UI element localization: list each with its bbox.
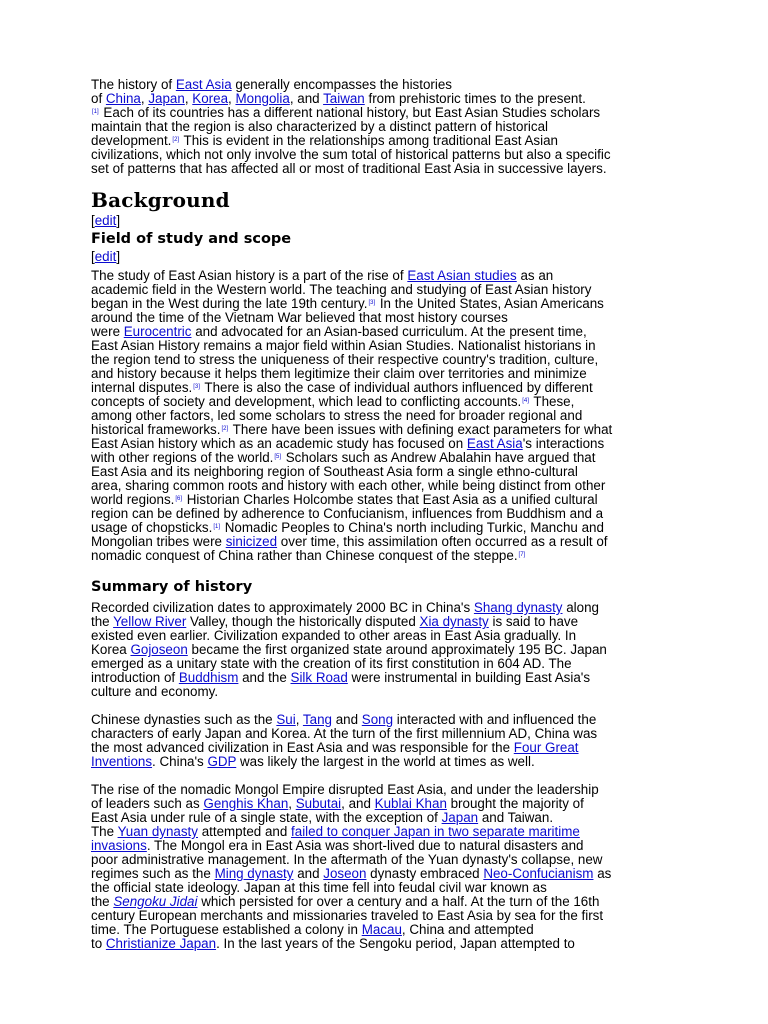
text: , <box>295 712 303 727</box>
link-tang[interactable]: Tang <box>302 712 332 727</box>
text: The study of East Asian history is a part of the rise of <box>91 268 408 283</box>
link-four-great-inventions[interactable]: Inventions <box>91 754 153 769</box>
text-line <box>91 895 691 909</box>
text: of <box>91 91 106 106</box>
citation-ref[interactable]: [7] <box>518 552 526 558</box>
text: , and <box>289 91 324 106</box>
text: , <box>140 91 149 106</box>
citation-ref[interactable]: [1] <box>92 109 99 115</box>
summary-paragraph-2 <box>91 713 691 769</box>
article-body <box>91 78 691 951</box>
citation-ref[interactable]: [5] <box>274 454 282 460</box>
text-line: poor administrative management. In the aftermath of the Yuan dynasty's collapse, new <box>91 852 603 867</box>
summary-paragraph-1 <box>91 601 691 699</box>
text-line <box>91 713 691 727</box>
text: to <box>91 936 106 951</box>
text-line <box>91 825 691 839</box>
citation-ref[interactable]: [1] <box>213 524 220 530</box>
text: dynasty embraced <box>366 866 484 881</box>
text-line: academic field in the Western world. The teaching and studying of East Asian history <box>91 282 592 297</box>
text: is said to have <box>488 614 579 629</box>
text-line: East Asian History remains a major field within Asian Studies. Nationalist historians in <box>91 338 596 353</box>
text-line <box>91 839 691 853</box>
text-line: the region tend to stress the uniqueness of their respective country's tradition, culture, <box>91 352 599 367</box>
text: which persisted for over a century and a half. At the turn of the 16th <box>197 894 600 909</box>
bracket: [ <box>91 249 95 264</box>
text-line: culture and economy. <box>91 684 219 699</box>
text: generally encompasses the histories <box>231 77 452 92</box>
text-line <box>91 92 691 106</box>
text: the most advanced civilization in East Asia and was responsible for the <box>91 740 514 755</box>
text: were instrumental in building East Asia's <box>347 670 591 685</box>
text: regimes such as the <box>91 866 215 881</box>
text: the <box>91 894 114 909</box>
text: . China's <box>152 754 208 769</box>
link-kublai-khan[interactable]: Kublai Khan <box>374 796 447 811</box>
text-line <box>91 937 691 951</box>
text-line: The rise of the nomadic Mongol Empire disrupted East Asia, and under the leadership <box>91 782 599 797</box>
link-sengoku-jidai[interactable]: Sengoku Jidai <box>113 894 198 909</box>
link-xia-dynasty[interactable]: Xia dynasty <box>419 614 489 629</box>
text: This is evident in the relationships among traditional East Asian <box>180 133 558 148</box>
text: usage of chopsticks. <box>91 520 213 535</box>
link-macau[interactable]: Macau <box>361 922 402 937</box>
text: was likely the largest in the world at times as well. <box>236 754 535 769</box>
text: interacted with and influenced the <box>393 712 597 727</box>
text: There is also the case of individual authors influenced by different <box>200 380 593 395</box>
text: The history of <box>91 77 176 92</box>
link-genghis-khan[interactable]: Genghis Khan <box>203 796 289 811</box>
text: concepts of society and development, which lead to conflicting accounts. <box>91 394 522 409</box>
text: historical frameworks. <box>91 422 221 437</box>
text: , <box>228 91 236 106</box>
link-eurocentric[interactable]: Eurocentric <box>123 324 192 339</box>
text-line: the official state ideology. Japan at this time fell into feudal civil war known as <box>91 880 547 895</box>
link-ming-dynasty[interactable]: Ming dynasty <box>214 866 294 881</box>
text: development. <box>91 133 172 148</box>
link-sinicized[interactable]: sinicized <box>225 534 278 549</box>
field-paragraph <box>91 269 691 563</box>
text-line: existed even earlier. Civilization expanded to other areas in East Asia gradually. In <box>91 628 577 643</box>
text-line <box>91 521 691 535</box>
text: . The Mongol era in East Asia was short-lived due to natural disasters and <box>146 838 584 853</box>
link-sui[interactable]: Sui <box>276 712 296 727</box>
text-line <box>91 643 691 657</box>
text-line <box>91 615 691 629</box>
text: attempted and <box>197 824 292 839</box>
link-japan[interactable]: Japan <box>441 810 479 825</box>
text-line: maintain that the region is also characterized by a distinct pattern of historical <box>91 119 549 134</box>
text-line: century European merchants and missionaries traveled to East Asia by sea for the first <box>91 908 604 923</box>
text-line <box>91 549 691 563</box>
text: the <box>91 614 114 629</box>
text: Historian Charles Holcombe states that East Asia as a unified cultural <box>183 492 598 507</box>
link-gdp[interactable]: GDP <box>207 754 237 769</box>
link-subutai[interactable]: Subutai <box>295 796 342 811</box>
text: and advocated for an Asian-based curriculum. At the present time, <box>191 324 587 339</box>
link-gojoseon[interactable]: Gojoseon <box>130 642 188 657</box>
text-line: around the time of the Vietnam War believed that most history courses <box>91 310 508 325</box>
edit-link[interactable]: edit <box>94 213 117 228</box>
text: Chinese dynasties such as the <box>91 712 277 727</box>
text: over time, this assimilation often occurred as a result of <box>277 534 608 549</box>
text: Each of its countries has a different national history, but East Asian Studies scholars <box>99 105 601 120</box>
text-line: area, sharing common roots and history with each other, while being distinct from other <box>91 478 606 493</box>
link-taiwan[interactable]: Taiwan <box>323 91 365 106</box>
edit-section-link <box>91 213 691 229</box>
text: introduction of <box>91 670 179 685</box>
link-silk-road[interactable]: Silk Road <box>290 670 348 685</box>
link-shang-dynasty[interactable]: Shang dynasty <box>473 600 563 615</box>
text: Scholars such as Andrew Abalahin have argued that <box>282 450 596 465</box>
citation-ref[interactable]: [4] <box>522 398 529 404</box>
citation-ref[interactable]: [6] <box>175 496 183 502</box>
text: from prehistoric times to the present. <box>364 91 586 106</box>
text: and <box>293 866 324 881</box>
citation-ref[interactable]: [3] <box>193 384 200 390</box>
text-line: characters of early Japan and Korea. At the turn of the first millennium AD, China was <box>91 726 598 741</box>
link-china[interactable]: China <box>105 91 141 106</box>
edit-section-link <box>91 249 691 265</box>
text: , <box>288 796 296 811</box>
text-line: East Asia and its neighboring region of Southeast Asia form a single ethno-cultural <box>91 464 578 479</box>
text: Korea <box>91 642 131 657</box>
text-line: civilizations, which not only involve the sum total of historical patterns but also a specific <box>91 147 611 162</box>
subsection-heading-summary-of-history: Summary of history <box>91 579 253 595</box>
text-line <box>91 671 691 685</box>
text: as an <box>516 268 554 283</box>
text-line <box>91 867 691 881</box>
text-line <box>91 923 691 937</box>
text-line: and history because it helps them legitimize their claim over territories and minimize <box>91 366 587 381</box>
text: . In the last years of the Sengoku period, Japan attempted to <box>216 936 575 951</box>
text-line <box>91 381 691 395</box>
text: and <box>331 712 362 727</box>
text-line <box>91 134 691 148</box>
bracket: [ <box>91 213 95 228</box>
text: world regions. <box>91 492 175 507</box>
text: In the United States, Asian Americans <box>376 296 604 311</box>
text-line: emerged as a unitary state with the creation of its first constitution in 604 AD. The <box>91 656 572 671</box>
text: These, <box>529 394 575 409</box>
text: Valley, though the historically disputed <box>186 614 420 629</box>
link-yellow-river[interactable]: Yellow River <box>113 614 187 629</box>
text-line <box>91 297 691 311</box>
text-line <box>91 741 691 755</box>
citation-ref[interactable]: [2] <box>221 426 229 432</box>
subsection-heading-field-of-study: Field of study and scope <box>91 231 292 247</box>
text-line <box>91 325 691 339</box>
text: East Asian history which as an academic study has focused on <box>91 436 467 451</box>
text-line <box>91 535 691 549</box>
text-line: among other factors, led some scholars to stress the need for broader regional and <box>91 408 583 423</box>
citation-ref[interactable]: [2] <box>172 137 180 143</box>
text: Nomadic Peoples to China's north including Turkic, Manchu and <box>221 520 604 535</box>
link-east-asia[interactable]: East Asia <box>466 436 523 451</box>
text: , <box>184 91 193 106</box>
text: began in the West during the late 19th century. <box>91 296 368 311</box>
link-mongolia[interactable]: Mongolia <box>235 91 290 106</box>
bracket: ] <box>116 213 121 228</box>
text: internal disputes. <box>91 380 193 395</box>
edit-link[interactable]: edit <box>94 249 117 264</box>
section-heading-background: Background <box>91 188 230 212</box>
text: time. The Portuguese established a colony in <box>91 922 362 937</box>
text-line: region can be defined by adherence to Confucianism, influences from Buddhism and a <box>91 506 604 521</box>
text: were <box>91 324 124 339</box>
link-buddhism[interactable]: Buddhism <box>178 670 239 685</box>
text-line: set of patterns that has affected all or most of traditional East Asia in successive layers. <box>91 161 607 176</box>
link-mongol-invasions-of-japan[interactable]: invasions <box>91 838 147 853</box>
text-line <box>91 78 691 92</box>
link-east-asian-studies[interactable]: East Asian studies <box>407 268 517 283</box>
text: of leaders such as <box>91 796 204 811</box>
link-mongol-invasions-of-japan[interactable]: failed to conquer Japan in two separate maritime <box>291 824 580 839</box>
link-yuan-dynasty[interactable]: Yuan dynasty <box>117 824 198 839</box>
text: with other regions of the world. <box>91 450 274 465</box>
text: as <box>593 866 612 881</box>
text-line <box>91 269 691 283</box>
link-east-asia[interactable]: East Asia <box>175 77 232 92</box>
text: nomadic conquest of China rather than Chinese conquest of the steppe. <box>91 548 518 563</box>
link-four-great-inventions[interactable]: Four Great <box>513 740 579 755</box>
text-line <box>91 395 691 409</box>
link-korea[interactable]: Korea <box>192 91 229 106</box>
link-japan[interactable]: Japan <box>148 91 185 106</box>
text: Recorded civilization dates to approximately 2000 BC in China's <box>91 600 474 615</box>
text-line <box>91 106 691 120</box>
link-christianize-japan[interactable]: Christianize Japan <box>105 936 217 951</box>
citation-ref[interactable]: [3] <box>368 300 376 306</box>
text: 's interactions <box>522 436 605 451</box>
summary-paragraph-3 <box>91 783 691 951</box>
link-neo-confucianism[interactable]: Neo-Confucianism <box>483 866 594 881</box>
link-song[interactable]: Song <box>361 712 394 727</box>
text-line <box>91 601 691 615</box>
bracket: ] <box>116 249 121 264</box>
text: , China and attempted <box>401 922 534 937</box>
text-line <box>91 811 691 825</box>
text-line <box>91 797 691 811</box>
intro-paragraph <box>91 78 691 176</box>
text: brought the majority of <box>446 796 584 811</box>
text: and the <box>238 670 291 685</box>
text: Mongolian tribes were <box>91 534 226 549</box>
text-line <box>91 493 691 507</box>
text-line <box>91 423 691 437</box>
text: There have been issues with defining exact parameters for what <box>229 422 613 437</box>
link-joseon[interactable]: Joseon <box>323 866 367 881</box>
text: along <box>562 600 599 615</box>
text: East Asia under rule of a single state, with the exception of <box>91 810 442 825</box>
text-line <box>91 451 691 465</box>
text-line <box>91 437 691 451</box>
text: , and <box>341 796 375 811</box>
text: The <box>91 824 118 839</box>
text-line <box>91 755 691 769</box>
text: became the first organized state around approximately 195 BC. Japan <box>187 642 607 657</box>
text: and Taiwan. <box>478 810 554 825</box>
